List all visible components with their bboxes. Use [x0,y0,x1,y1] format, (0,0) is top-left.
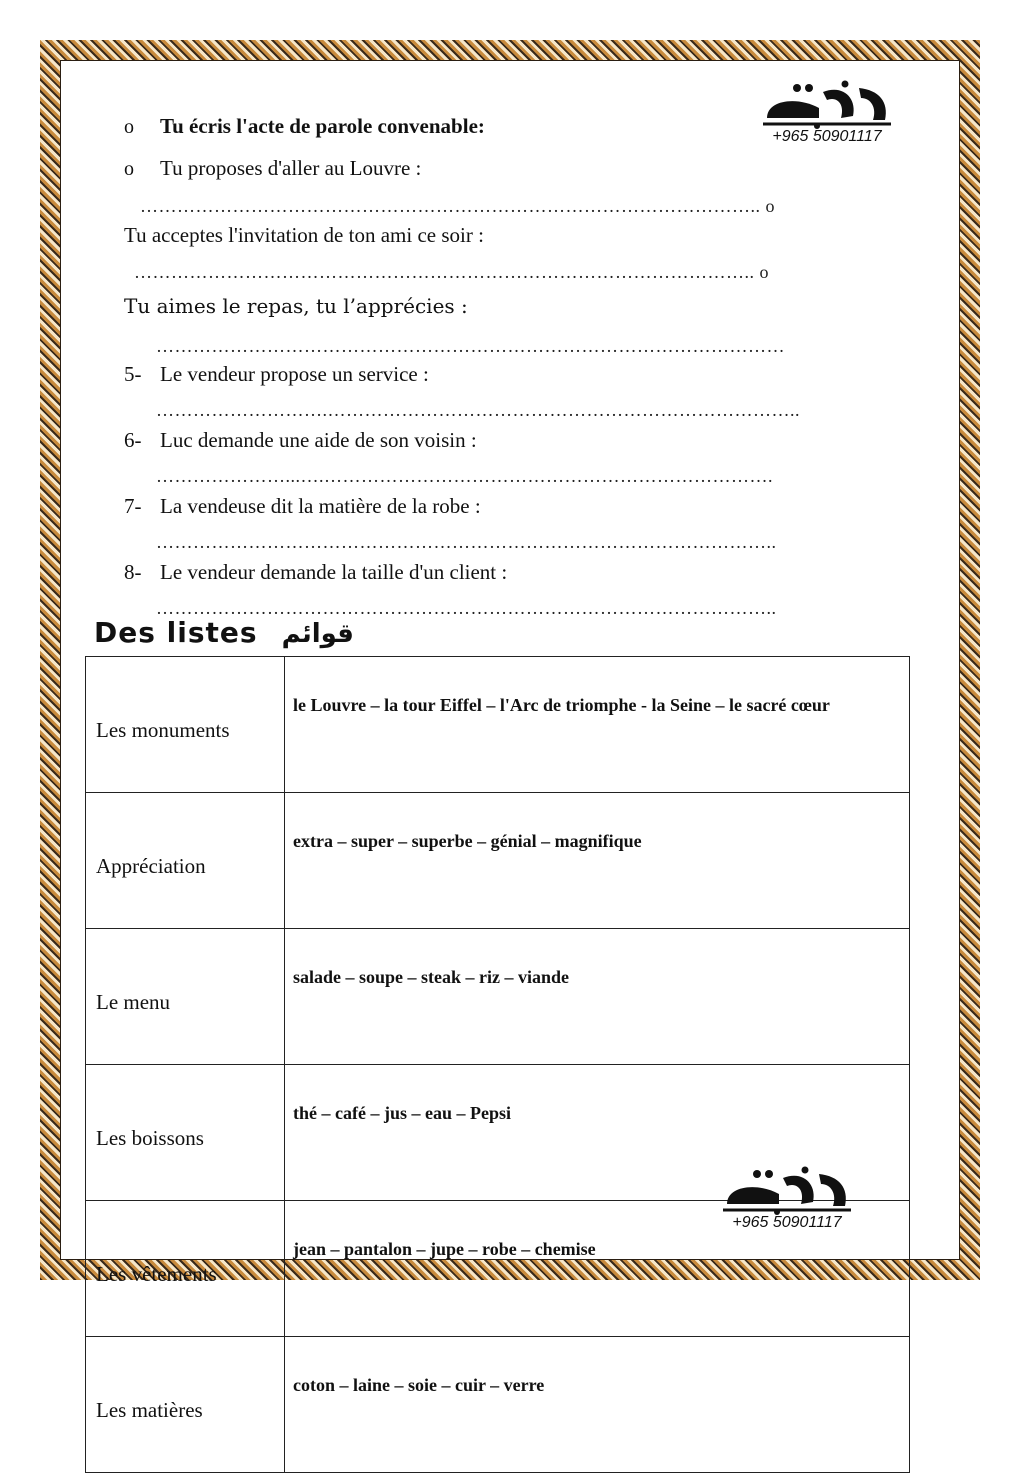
lists-title: Des listes قوائم [94,616,354,649]
items-cell: extra – super – superbe – génial – magnifique [285,793,910,929]
logo-mark-icon [717,1164,857,1216]
answer-line[interactable]: ……………………………………………………………………………………….. o [140,196,775,216]
logo-phone: +965 50901117 [772,128,882,145]
table-row [86,929,910,1065]
category-cell: Les monuments [86,657,285,793]
category-cell: Appréciation [86,793,285,929]
lists-table [85,656,910,1473]
answer-line[interactable]: ……………………………………………………………………………………….. [156,532,777,552]
logo-top [752,78,902,146]
items-cell: jean – pantalon – jupe – robe – chemise [285,1201,910,1337]
exercise-item: 5- Le vendeur propose un service : [124,362,429,386]
category-cell: Les vêtements [86,1201,285,1337]
table-row [86,657,910,793]
answer-line[interactable]: …………………...….………………………………………………………………. [156,466,773,486]
exercise-item: Tu aimes le repas, tu l’apprécies : [124,294,468,318]
table-row [86,1337,910,1473]
items-cell: salade – soupe – steak – riz – viande [285,929,910,1065]
exercise-item: o Tu proposes d'aller au Louvre : [124,156,422,180]
category-cell: Les boissons [86,1065,285,1201]
bullet-icon: o [124,158,134,180]
logo-bottom [712,1164,862,1232]
category-cell: Les matières [86,1337,285,1473]
exercise-item: 6- Luc demande une aide de son voisin : [124,428,477,452]
logo-phone: +965 50901117 [732,1214,842,1231]
items-cell: thé – café – jus – eau – Pepsi [285,1065,910,1201]
answer-line[interactable]: ……………………………………………………………………………………….. o [134,262,769,282]
answer-line[interactable]: ………………………………………………………………………………………… [156,336,785,356]
logo-mark-icon [757,78,897,130]
items-cell: le Louvre – la tour Eiffel – l'Arc de triomphe - la Seine – le sacré cœur [285,657,910,793]
category-cell: Le menu [86,929,285,1065]
answer-line[interactable]: ……………………………………………………………………………………….. [156,598,777,618]
bullet-icon: o [124,116,134,138]
exercise-item: Tu acceptes l'invitation de ton ami ce soir : [124,223,484,247]
exercise-heading: o Tu écris l'acte de parole convenable: [124,114,485,138]
answer-line[interactable]: ……………………….………………………………………………………………….. [156,400,800,420]
items-cell: coton – laine – soie – cuir – verre [285,1337,910,1473]
exercise-item: 8- Le vendeur demande la taille d'un client : [124,560,508,584]
table-row [86,793,910,929]
exercise-item: 7- La vendeuse dit la matière de la robe : [124,494,481,518]
